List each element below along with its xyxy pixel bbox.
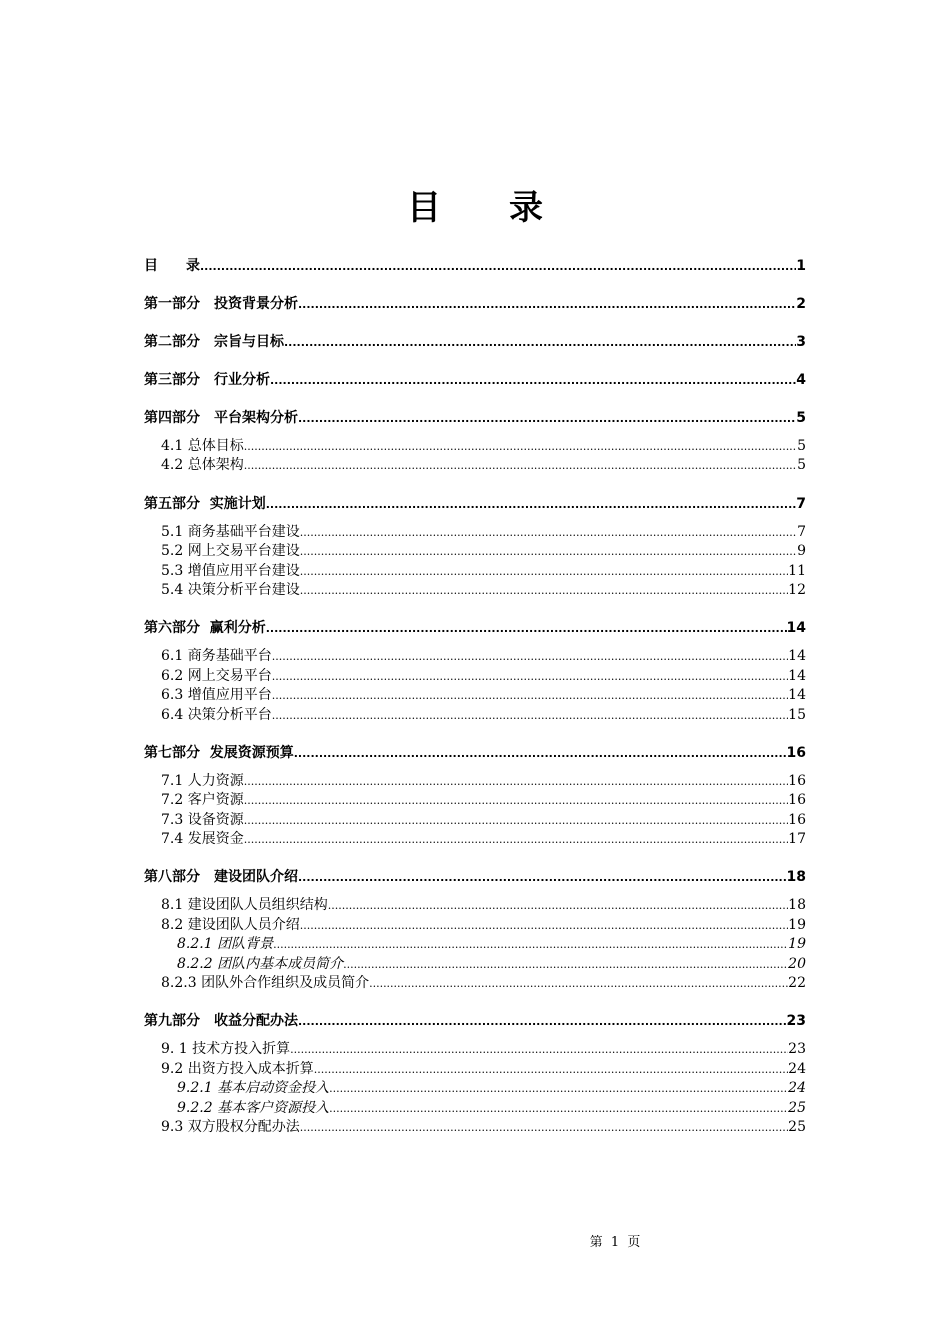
toc-entry-label: 第二部分 宗旨与目标 — [144, 334, 284, 350]
toc-leader-dots — [300, 523, 797, 542]
toc-leader-dots — [314, 1060, 788, 1079]
toc-entry-page-number: 16 — [788, 772, 806, 789]
toc-entry-label: 7.4 发展资金 — [161, 831, 244, 848]
toc-leader-dots — [300, 562, 788, 581]
toc-entry[interactable] — [144, 370, 806, 390]
toc-leader-dots — [290, 1040, 788, 1059]
toc-entry-page-number: 4 — [796, 372, 806, 388]
toc-entry[interactable] — [144, 1099, 806, 1118]
toc-entry-label: 目 录 — [144, 258, 200, 274]
toc-entry[interactable] — [144, 955, 806, 974]
toc-entry-label: 9.2 出资方投入成本折算 — [161, 1060, 314, 1077]
toc-entry-label: 5.4 决策分析平台建设 — [161, 581, 300, 598]
toc-entry-page-number: 14 — [788, 667, 806, 684]
toc-entry-page-number: 15 — [788, 706, 806, 723]
toc-entry-label: 第五部分 实施计划 — [144, 495, 266, 512]
toc-entry-page-number: 24 — [788, 1080, 806, 1097]
toc-entry-page-number: 14 — [786, 620, 806, 637]
toc-leader-dots — [298, 409, 796, 428]
toc-entry[interactable] — [144, 1040, 806, 1059]
toc-entry[interactable] — [144, 1118, 806, 1137]
toc-entry-page-number: 5 — [797, 438, 806, 454]
toc-leader-dots — [266, 619, 787, 638]
toc-entry-page-number: 5 — [797, 457, 806, 474]
toc-leader-dots — [244, 772, 788, 791]
toc-entry[interactable] — [144, 811, 806, 830]
toc-entry-page-number: 19 — [788, 916, 806, 933]
toc-entry-page-number: 14 — [788, 648, 806, 665]
toc-entry-page-number: 19 — [788, 936, 806, 953]
toc-leader-dots — [298, 1012, 787, 1031]
toc-entry-label: 4.1 总体目标 — [161, 438, 244, 454]
toc-leader-dots — [298, 868, 787, 887]
toc-entry-label: 4.2 总体架构 — [161, 457, 244, 474]
toc-entry-page-number: 3 — [796, 334, 806, 350]
toc-entry-label: 第四部分 平台架构分析 — [144, 410, 298, 426]
toc-entry-label: 8.1 建设团队人员组织结构 — [161, 897, 328, 914]
toc-entry-label: 9.2.2 基本客户资源投入 — [177, 1099, 330, 1116]
toc-entry[interactable] — [144, 706, 806, 725]
toc-entry[interactable] — [144, 667, 806, 686]
toc-entry[interactable] — [144, 408, 806, 428]
toc-entry[interactable] — [144, 916, 806, 935]
toc-entry-page-number: 1 — [796, 258, 806, 274]
toc-leader-dots — [284, 333, 796, 352]
toc-entry[interactable] — [144, 562, 806, 581]
toc-entry-label: 第六部分 赢利分析 — [144, 620, 266, 637]
toc-entry-page-number: 25 — [788, 1118, 806, 1135]
toc-entry-label: 9.3 双方股权分配办法 — [161, 1118, 300, 1135]
toc-entry-label: 9.2.1 基本启动资金投入 — [177, 1080, 330, 1097]
toc-entry[interactable] — [144, 772, 806, 791]
toc-entry-label: 7.3 设备资源 — [161, 811, 244, 828]
toc-leader-dots — [244, 456, 797, 475]
toc-entry-label: 8.2.1 团队背景 — [177, 936, 274, 953]
toc-entry-page-number: 9 — [797, 543, 806, 560]
toc-leader-dots — [244, 811, 788, 830]
toc-entry-label: 9. 1 技术方投入折算 — [161, 1041, 291, 1058]
toc-entry[interactable] — [144, 830, 806, 849]
toc-entry-page-number: 7 — [797, 523, 806, 540]
toc-entry-label: 5.2 网上交易平台建设 — [161, 543, 300, 560]
toc-entry-label: 第三部分 行业分析 — [144, 372, 270, 388]
toc-leader-dots — [244, 791, 788, 810]
toc-entry[interactable] — [144, 256, 806, 276]
toc-entry[interactable] — [144, 494, 806, 514]
toc-entry-page-number: 20 — [788, 955, 806, 972]
toc-entry[interactable] — [144, 974, 806, 993]
toc-entry[interactable] — [144, 332, 806, 352]
toc-leader-dots — [272, 667, 788, 686]
toc-entry[interactable] — [144, 935, 806, 954]
toc-leader-dots — [272, 686, 788, 705]
toc-leader-dots — [300, 542, 797, 561]
toc-leader-dots — [369, 974, 788, 993]
toc-leader-dots — [300, 1118, 788, 1137]
toc-entry-page-number: 14 — [788, 687, 806, 704]
toc-entry[interactable] — [144, 743, 806, 763]
toc-entry-page-number: 23 — [786, 1013, 806, 1030]
toc-entry-page-number: 5 — [796, 410, 806, 426]
toc-entry[interactable] — [144, 1011, 806, 1031]
toc-entry-page-number: 2 — [796, 296, 806, 312]
toc-leader-dots — [244, 437, 797, 456]
toc-leader-dots — [273, 935, 788, 954]
toc-entry-label: 8.2.2 团队内基本成员简介 — [177, 955, 344, 972]
toc-leader-dots — [200, 257, 796, 276]
toc-leader-dots — [294, 744, 787, 763]
toc-entry[interactable] — [144, 791, 806, 810]
toc-entry[interactable] — [144, 1079, 806, 1098]
toc-entry-page-number: 16 — [788, 792, 806, 809]
toc-leader-dots — [300, 581, 788, 600]
toc-entry-label: 8.2.3 团队外合作组织及成员简介 — [161, 975, 370, 992]
toc-entry-page-number: 23 — [788, 1041, 806, 1058]
toc-leader-dots — [270, 371, 796, 390]
toc-entry-page-number: 12 — [788, 581, 806, 598]
toc-leader-dots — [329, 1099, 788, 1118]
toc-entry-label: 第一部分 投资背景分析 — [144, 296, 298, 312]
toc-entry-label: 6.2 网上交易平台 — [161, 667, 272, 684]
toc-entry-page-number: 16 — [786, 744, 806, 761]
toc-leader-dots — [272, 706, 788, 725]
toc-entry[interactable] — [144, 456, 806, 475]
toc-leader-dots — [343, 955, 788, 974]
page-number-footer: 第 1 页 — [589, 1235, 641, 1250]
toc-entry-page-number: 11 — [788, 562, 806, 579]
toc-entry[interactable] — [144, 1060, 806, 1079]
toc-entry-page-number: 17 — [788, 831, 806, 848]
toc-entry[interactable] — [144, 647, 806, 666]
toc-entry[interactable] — [144, 542, 806, 561]
toc-leader-dots — [266, 495, 797, 514]
toc-entry[interactable] — [144, 294, 806, 314]
toc-entry-page-number: 22 — [788, 975, 806, 992]
toc-entry-label: 第八部分 建设团队介绍 — [144, 869, 298, 886]
toc-leader-dots — [300, 916, 788, 935]
toc-leader-dots — [298, 295, 796, 314]
toc-entry[interactable] — [144, 581, 806, 600]
toc-leader-dots — [272, 647, 788, 666]
toc-entry-page-number: 25 — [788, 1099, 806, 1116]
toc-entry-label: 6.1 商务基础平台 — [161, 648, 272, 665]
toc-entry[interactable] — [144, 618, 806, 638]
toc-entry[interactable] — [144, 437, 806, 456]
toc-entry-page-number: 7 — [796, 495, 806, 512]
toc-entry-label: 5.1 商务基础平台建设 — [161, 523, 300, 540]
toc-leader-dots — [329, 1079, 788, 1098]
toc-entry-label: 第七部分 发展资源预算 — [144, 744, 294, 761]
toc-entry-label: 7.1 人力资源 — [161, 772, 244, 789]
toc-leader-dots — [244, 830, 788, 849]
toc-entry-page-number: 16 — [788, 811, 806, 828]
toc-title: 目 录 — [407, 188, 543, 228]
toc-list — [144, 256, 806, 1137]
toc-entry-label: 6.4 决策分析平台 — [161, 706, 272, 723]
toc-entry-label: 7.2 客户资源 — [161, 792, 244, 809]
toc-entry-page-number: 18 — [786, 869, 806, 886]
toc-entry-label: 8.2 建设团队人员介绍 — [161, 916, 300, 933]
toc-entry[interactable] — [144, 896, 806, 915]
toc-entry-page-number: 18 — [788, 897, 806, 914]
toc-entry[interactable] — [144, 867, 806, 887]
toc-entry[interactable] — [144, 686, 806, 705]
toc-leader-dots — [328, 896, 788, 915]
toc-entry-label: 6.3 增值应用平台 — [161, 687, 272, 704]
toc-entry[interactable] — [144, 523, 806, 542]
toc-entry-label: 第九部分 收益分配办法 — [144, 1013, 298, 1030]
toc-entry-label: 5.3 增值应用平台建设 — [161, 562, 300, 579]
toc-entry-page-number: 24 — [788, 1060, 806, 1077]
